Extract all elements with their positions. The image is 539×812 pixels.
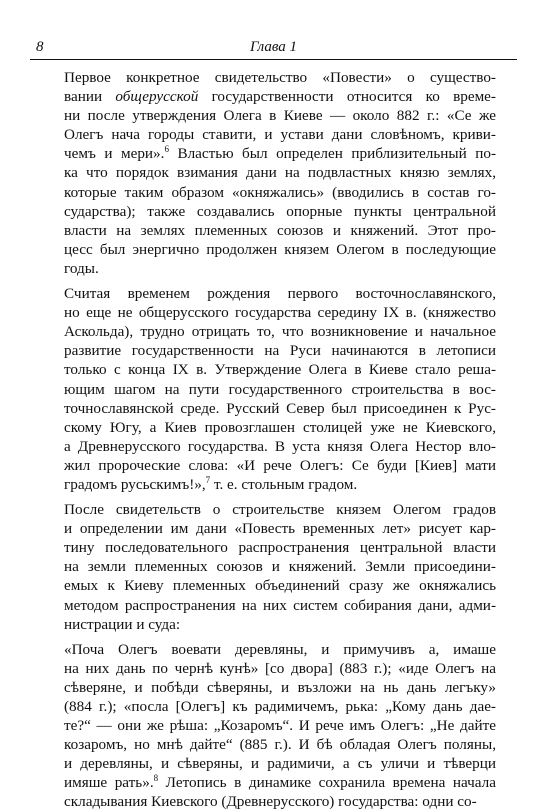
text-line: но еще не общерусского государства середину IX в. (княжество [64, 304, 496, 322]
text-line: власти на землях племенных союзов и княжений. Этот про- [64, 221, 496, 239]
footnote-ref[interactable]: 8 [153, 773, 159, 784]
text-line: только с конца IX в. Утверждение Олега в Киеве стало реша- [64, 361, 496, 379]
running-header [30, 36, 517, 60]
text-line: годы. [64, 259, 99, 277]
chapter-title: Глава 1 [249, 39, 298, 55]
text-line: емых к Киеву племенных объединений сразу же окняжались [64, 577, 496, 595]
text-line: нистрации и суда: [64, 615, 181, 633]
paragraph [38, 68, 496, 278]
footnote-ref[interactable]: 7 [205, 474, 211, 485]
text-line: Аскольда), трудно отрицать то, что возникновение и начальное [64, 323, 496, 341]
text-line: чемъ и мери».$^6$ Властью был определен приблизительный по- [64, 144, 496, 163]
text-line: жил пророческие слова: «И рече Олегъ: Се буди [Киев] мати [64, 456, 496, 474]
paragraph [38, 284, 496, 494]
header-rule [30, 59, 517, 60]
text-line: складывания Киевского (Древнерусского) государства: одни со- [64, 793, 477, 811]
text-line: «Поча Олегъ воевати деревляны, и примучивъ а, имаше [64, 640, 496, 658]
text-line: цесс был энергично продолжен князем Олегом в последующие [64, 240, 496, 258]
text-line: на земли племенных союзов и княжений. Земли присоедини- [64, 558, 496, 576]
text-line: развитие государственности на Руси начинаются в летописи [64, 342, 496, 360]
text-line: те?“ — они же рѣша: „Козаромъ“. И рече имъ Олегъ: „Не дайте [64, 717, 496, 735]
text-line: Олегъ нача городы ставити, и устави дани словѣномъ, криви- [64, 126, 496, 144]
text-line: сѣверяне, и побѣди сѣверяны, и възложи на нь дань легъку» [64, 678, 496, 696]
text-line: и деревляны, и сѣверяны, и радимичи, а съ уличи и тѣверци [64, 755, 496, 773]
text-line: на них дань по чернѣ кунѣ» [со двора] (883 г.); «иде Олегъ на [64, 659, 496, 677]
italic-term: общерусской [115, 88, 199, 106]
page-number: 8 [36, 39, 44, 55]
text-line: Первое конкретное свидетельство «Повести» о существо- [64, 69, 496, 86]
footnote-ref[interactable]: 6 [164, 144, 169, 155]
paragraph [38, 500, 496, 634]
text-line: а Древнерусского государства. В уста князя Олега Нестор вло- [64, 437, 496, 455]
paragraph [38, 640, 496, 812]
text-line: ни после утверждения Олега в Киеве — около 882 г.: «Се же [64, 107, 496, 125]
text-line: тину последовательного распространения центральной власти [64, 539, 496, 557]
text-line: и определении им дани «Повесть временных лет» рисует кар- [64, 520, 496, 538]
text-line: скому Югу, а Киев провозглашен столицей уже не Киевского, [64, 418, 496, 436]
text-line: вании общерусской государственности относится ко време- [64, 88, 496, 106]
text-line: Считая временем рождения первого восточнославянского, [64, 285, 496, 303]
text-line: ющим шагом на пути государственного строительства в вос- [64, 380, 496, 398]
text-line: сударства); также создавались опорные пункты центральной [64, 202, 496, 220]
text-line: точнославянской среде. Русский Север был присоединен к Рус- [64, 399, 496, 417]
text-line: имяше рать».$^8$ Летопись в динамике сохранила времена начала [64, 773, 497, 792]
text-line: ка что порядок взимания дани на подвластных князю землях, [64, 164, 496, 182]
body-text [38, 68, 496, 812]
text-line: козаромъ, но мнѣ дайте“ (885 г.). И бѣ обладая Олегъ поляны, [64, 736, 496, 754]
text-line: методом распространения на них систем собирания дани, адми- [64, 596, 496, 614]
text-line: которые таким образом «окняжались» (вводились в состав го- [64, 183, 496, 201]
text-line: градомъ русьскимъ!»,$^7$ т. е. стольным градом. [64, 474, 358, 493]
text-line: (884 г.); «посла [Олегъ] къ радимичемъ, рька: „Кому дань дае- [64, 698, 496, 715]
text-line: После свидетельств о строительстве князем Олегом градов [64, 501, 496, 519]
